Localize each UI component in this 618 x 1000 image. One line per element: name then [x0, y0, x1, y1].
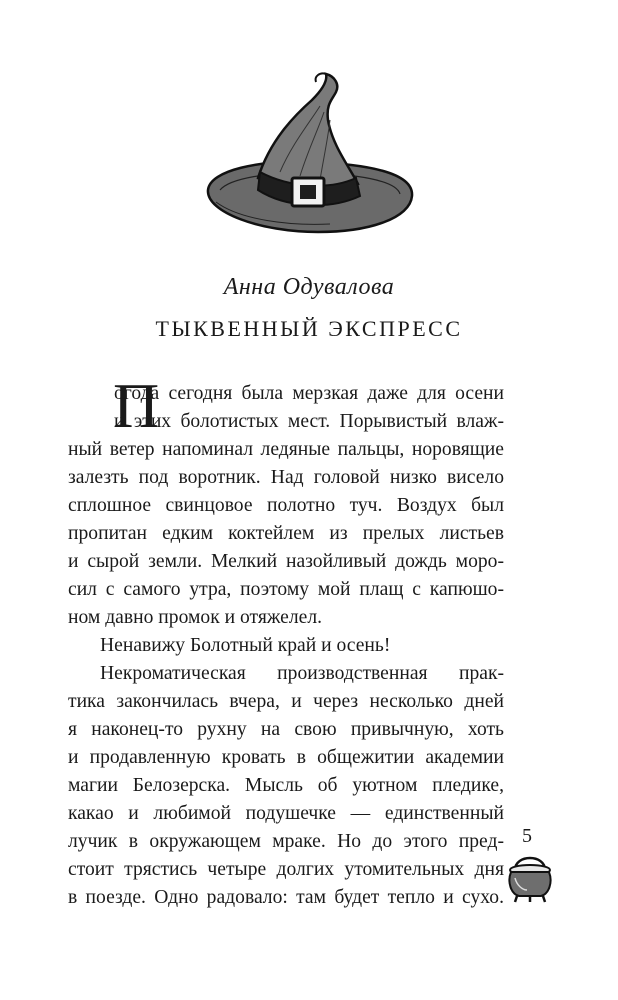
text-line: лучик в окружающем мраке. Но до этого пред-	[68, 831, 504, 852]
chapter-title: ТЫКВЕННЫЙ ЭКСПРЕСС	[155, 316, 463, 341]
text-line: какао и любимой подушечке — единственный	[68, 803, 504, 824]
text-line: тика закончилась вчера, и через несколько дней	[68, 691, 504, 712]
text-line: пропитан едким коктейлем из прелых листьев	[68, 523, 504, 544]
text-line: огода сегодня была мерзкая даже для осени	[114, 383, 504, 404]
text-line: сплошное свинцовое полотно туч. Воздух был	[68, 495, 504, 516]
text-line: Некроматическая производственная прак-	[100, 663, 504, 684]
text-line: сил с самого утра, поэтому мой плащ с капюшо-	[68, 579, 504, 600]
text-line: и сырой земли. Мелкий назойливый дождь моро-	[68, 551, 504, 572]
text-line: залезть под воротник. Над головой низко висело	[68, 467, 504, 488]
text-line: ный ветер напоминал ледяные пальцы, норовящие	[68, 439, 504, 460]
drop-cap: П	[113, 370, 160, 441]
cauldron-icon	[505, 848, 555, 904]
witch-hat-icon	[200, 60, 420, 250]
author-name: Анна Одувалова	[223, 274, 395, 300]
body-text	[68, 370, 504, 912]
text-line: я наконец-то рухну на свою привычную, хоть	[68, 719, 504, 740]
text-line: и продавленную кровать в общежитии академии	[68, 747, 504, 768]
text-line: Ненавижу Болотный край и осень!	[100, 635, 391, 656]
text-line: ном давно промок и отяжелел.	[68, 607, 322, 628]
page-number: 5	[522, 825, 532, 847]
text-line: стоит трястись четыре долгих утомительных дня	[68, 859, 504, 880]
text-line: и этих болотистых мест. Порывистый влаж-	[114, 411, 504, 432]
text-line: в поезде. Одно радовало: там будет тепло и сухо.	[68, 887, 504, 908]
text-line: магии Белозерска. Мысль об уютном пледике,	[68, 775, 504, 796]
